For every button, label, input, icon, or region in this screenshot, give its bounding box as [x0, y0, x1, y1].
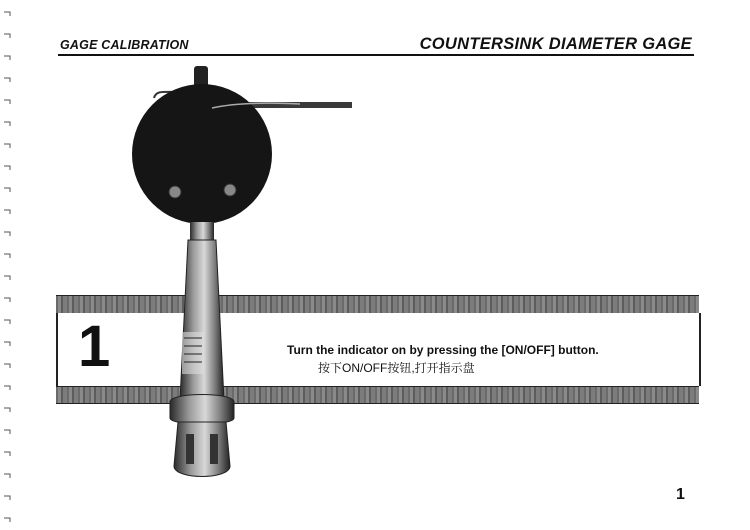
dial-indicator [132, 84, 272, 224]
dial-screw-left [169, 186, 181, 198]
dial-screw-right [224, 184, 236, 196]
page-title: COUNTERSINK DIAMETER GAGE [419, 35, 692, 53]
page-number: 1 [676, 486, 685, 503]
gage-shaft [180, 240, 224, 400]
step-number: 1 [78, 314, 111, 379]
instruction-english: Turn the indicator on by pressing the [ON/OFF] button. [287, 343, 599, 357]
header-rule [58, 54, 694, 56]
binding-marks [0, 0, 18, 530]
gage-nose [174, 422, 230, 477]
gage-collar [170, 395, 234, 425]
instruction-chinese: 按下ON/OFF按钮,打开指示盘 [318, 361, 475, 375]
section-heading: GAGE CALIBRATION [60, 38, 189, 52]
countersink-gage-illustration [120, 62, 360, 492]
